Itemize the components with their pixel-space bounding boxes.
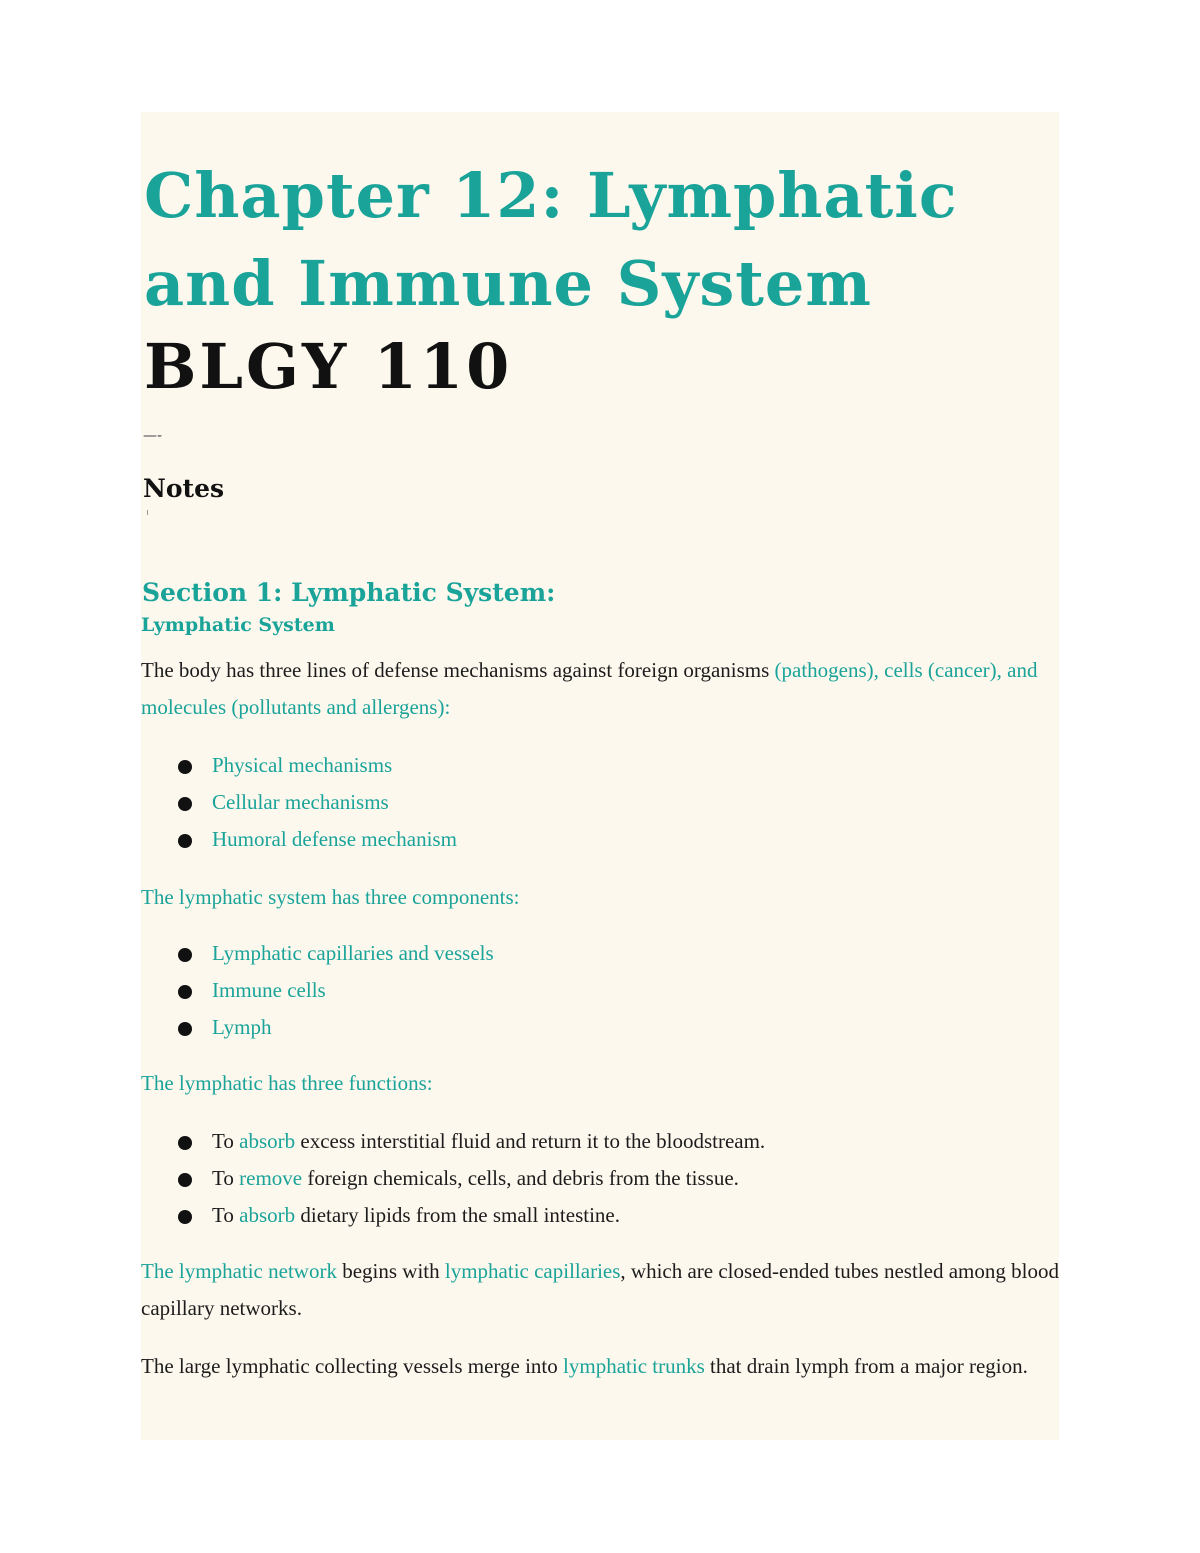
list-item xyxy=(141,972,494,1009)
defense-paragraph xyxy=(141,652,1059,726)
function-post: foreign chemicals, cells, and debris from the tissue. xyxy=(302,1166,739,1190)
function-post: dietary lipids from the small intestine. xyxy=(295,1203,620,1227)
list-item xyxy=(141,1160,765,1197)
defense-paragraph-highlight: (pathogens), cells (cancer), and molecules (pollutants and allergens): xyxy=(141,658,1038,719)
functions-list xyxy=(141,1123,765,1234)
list-item xyxy=(141,935,494,972)
bullet-icon xyxy=(178,1136,192,1150)
network-term: The lymphatic network xyxy=(141,1259,337,1283)
list-item xyxy=(141,1197,765,1234)
list-item-text: Immune cells xyxy=(212,978,326,1002)
list-item-text: Lymph xyxy=(212,1015,272,1039)
function-key: absorb xyxy=(239,1129,296,1153)
list-item-text: Humoral defense mechanism xyxy=(212,827,457,851)
function-pre: To xyxy=(212,1203,240,1227)
notes-heading: Notes xyxy=(143,474,225,503)
bullet-icon xyxy=(178,1022,192,1036)
divider-mark: —- xyxy=(143,428,163,444)
defense-paragraph-plain: The body has three lines of defense mechanisms against foreign organisms xyxy=(141,658,775,682)
course-code: BLGY 110 xyxy=(144,330,513,403)
list-item-text: Lymphatic capillaries and vessels xyxy=(212,941,494,965)
trunks-term: lymphatic trunks xyxy=(563,1354,705,1378)
trunks-text: The large lymphatic collecting vessels merge into xyxy=(141,1354,564,1378)
network-text: begins with xyxy=(336,1259,445,1283)
bullet-icon xyxy=(178,834,192,848)
list-item xyxy=(141,747,457,784)
functions-intro: The lymphatic has three functions: xyxy=(141,1071,433,1095)
components-list xyxy=(141,935,494,1046)
list-item xyxy=(141,1009,494,1046)
bullet-icon xyxy=(178,948,192,962)
list-item-text: Physical mechanisms xyxy=(212,753,393,777)
function-post: excess interstitial fluid and return it to the bloodstream. xyxy=(295,1129,766,1153)
function-pre: To xyxy=(212,1166,240,1190)
defense-mechanisms-list xyxy=(141,747,457,858)
trunks-text-end: that drain lymph from a major region. xyxy=(704,1354,1028,1378)
bullet-icon xyxy=(178,985,192,999)
bullet-icon xyxy=(178,1173,192,1187)
chapter-title: Chapter 12: Lymphatic and Immune System xyxy=(144,159,958,320)
function-key: absorb xyxy=(239,1203,296,1227)
list-item xyxy=(141,1123,765,1160)
components-intro: The lymphatic system has three components: xyxy=(141,885,520,909)
document-page xyxy=(141,112,1059,1440)
list-item xyxy=(141,821,457,858)
list-item xyxy=(141,784,457,821)
function-pre: To xyxy=(212,1129,240,1153)
bullet-icon xyxy=(178,1210,192,1224)
network-paragraph xyxy=(141,1253,1059,1327)
section-heading: Section 1: Lymphatic System: xyxy=(142,578,556,607)
notes-underline-mark xyxy=(147,510,148,515)
network-text-end: , which are closed-ended tubes nestled among blood capillary networks. xyxy=(141,1259,1059,1320)
trunks-paragraph xyxy=(141,1348,1059,1385)
bullet-icon xyxy=(178,760,192,774)
list-item-text: Cellular mechanisms xyxy=(212,790,389,814)
function-key: remove xyxy=(239,1166,303,1190)
bullet-icon xyxy=(178,797,192,811)
capillaries-term: lymphatic capillaries xyxy=(444,1259,621,1283)
sub-heading: Lymphatic System xyxy=(141,614,335,636)
